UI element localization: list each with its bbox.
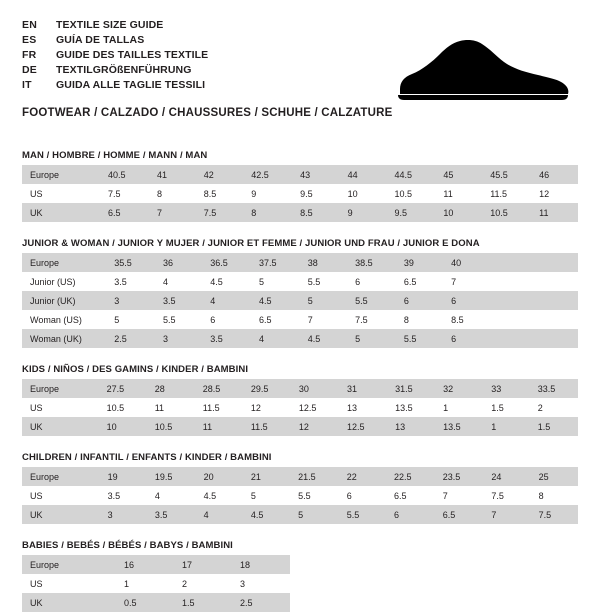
table-row [22, 272, 578, 291]
cell: 29.5 [243, 379, 291, 398]
cell: 4 [154, 490, 160, 501]
table-row [22, 310, 578, 329]
row-label: Europe [22, 253, 106, 272]
cell: 19 [100, 467, 147, 486]
cell: 8 [156, 188, 162, 199]
table-row [22, 574, 290, 593]
cell: 4 [162, 276, 168, 287]
table-row [22, 291, 578, 310]
row-label: UK [22, 417, 99, 436]
cell: 30 [291, 379, 339, 398]
cell: 0.5 [116, 593, 174, 612]
row-label: Europe [22, 165, 100, 184]
table-row [22, 253, 578, 272]
cell: 12 [250, 402, 261, 413]
row-label: UK [22, 593, 116, 612]
cell: 45 [435, 165, 482, 184]
cell: 21 [243, 467, 290, 486]
cell: 38.5 [347, 253, 396, 272]
cell: 10.5 [106, 402, 125, 413]
language-list [22, 18, 208, 93]
cell: 9 [251, 188, 257, 199]
cell: 5 [250, 490, 256, 501]
cell: 6 [396, 291, 443, 310]
cell: 32 [435, 379, 483, 398]
cell: 5.5 [162, 314, 176, 325]
cell: 9.5 [300, 188, 313, 199]
cell: 43 [292, 165, 340, 184]
cell: 7 [307, 314, 313, 325]
table-row [22, 165, 578, 184]
size-table [22, 165, 578, 222]
cell: 4 [251, 329, 300, 348]
row-label: UK [22, 505, 100, 524]
cell: 31.5 [387, 379, 435, 398]
cell: 41 [149, 165, 196, 184]
group-junior-woman [22, 238, 578, 348]
cell: 10 [435, 203, 482, 222]
group-title: KIDS / NIÑOS / DES GAMINS / KINDER / BAMBINI [22, 364, 249, 375]
cell: 42 [196, 165, 244, 184]
cell: 6.5 [394, 490, 407, 501]
cell: 3.5 [147, 505, 196, 524]
cell: 33.5 [530, 379, 578, 398]
cell: 4.5 [300, 329, 347, 348]
cell: 31 [339, 379, 387, 398]
row-label: Woman (US) [30, 314, 82, 325]
cell: 3 [155, 329, 202, 348]
cell: 16 [116, 555, 174, 574]
row-label: US [30, 578, 43, 589]
cell: 5 [300, 291, 347, 310]
size-table [22, 379, 578, 436]
cell: 20 [196, 467, 243, 486]
cell: 3 [100, 505, 147, 524]
cell: 37.5 [251, 253, 300, 272]
cell: 2.5 [232, 593, 290, 612]
row-label: Europe [22, 379, 99, 398]
cell: 5 [347, 329, 396, 348]
cell: 6.5 [100, 203, 149, 222]
cell: 12.5 [339, 417, 387, 436]
table-row [22, 555, 290, 574]
cell: 40.5 [100, 165, 149, 184]
cell: 6 [386, 505, 435, 524]
cell: 42.5 [243, 165, 292, 184]
cell: 3.5 [107, 490, 121, 501]
cell: 4.5 [203, 490, 217, 501]
cell: 5.5 [298, 490, 311, 501]
cell: 7 [483, 505, 530, 524]
cell: 10.5 [147, 417, 195, 436]
cell: 8.5 [451, 314, 464, 325]
cell: 19.5 [147, 467, 196, 486]
cell: 28.5 [195, 379, 243, 398]
cell: 10.5 [394, 188, 413, 199]
cell: 8 [403, 314, 409, 325]
table-row [22, 417, 578, 436]
language-code: DE [22, 63, 37, 76]
cell: 5.5 [307, 276, 321, 287]
cell: 10 [347, 188, 358, 199]
cell: 11 [195, 417, 243, 436]
cell: 36.5 [202, 253, 251, 272]
group-man [22, 150, 578, 222]
language-row [22, 63, 208, 78]
cell: 11.5 [202, 402, 220, 413]
row-label: Woman (UK) [22, 329, 106, 348]
cell: 5 [259, 276, 265, 287]
cell: 18 [232, 555, 290, 574]
table-row [22, 203, 578, 222]
group-title: JUNIOR & WOMAN / JUNIOR Y MUJER / JUNIOR ET FEMME / JUNIOR UND FRAU / JUNIOR E DONA [22, 238, 480, 249]
cell: 11 [154, 402, 165, 413]
row-label: US [30, 402, 43, 413]
cell: 6 [346, 490, 352, 501]
language-code: EN [22, 19, 37, 31]
language-code: FR [22, 48, 37, 61]
cell: 7 [149, 203, 196, 222]
table-row [22, 329, 578, 348]
cell: 6.5 [403, 276, 417, 287]
row-label: US [30, 490, 43, 501]
cell: 6 [443, 291, 490, 310]
language-code: IT [22, 78, 32, 91]
row-label: UK [22, 203, 100, 222]
size-table [22, 467, 578, 524]
cell: 36 [155, 253, 202, 272]
cell: 40 [443, 253, 490, 272]
header [22, 18, 578, 118]
size-table [22, 555, 290, 612]
cell: 10.5 [482, 203, 531, 222]
table-row [22, 593, 290, 612]
row-label: Europe [22, 555, 116, 574]
cell: 8.5 [292, 203, 340, 222]
cell: 6 [443, 329, 490, 348]
language-row [22, 33, 208, 48]
cell: 6.5 [435, 505, 484, 524]
cell: 1.5 [174, 593, 232, 612]
cell: 3 [106, 291, 155, 310]
language-title: TEXTILE SIZE GUIDE [56, 19, 164, 31]
cell: 5.5 [347, 291, 396, 310]
cell: 11.5 [243, 417, 291, 436]
cell: 17 [174, 555, 232, 574]
table-row [22, 398, 578, 417]
cell: 7.5 [531, 505, 578, 524]
cell: 38 [300, 253, 347, 272]
cell: 8.5 [203, 188, 217, 199]
cell: 4 [202, 291, 251, 310]
cell: 44.5 [386, 165, 435, 184]
row-label: Europe [22, 467, 100, 486]
table-row [22, 486, 578, 505]
cell: 4.5 [210, 276, 223, 287]
cell: 6.5 [259, 314, 272, 325]
cell: 7.5 [196, 203, 244, 222]
cell: 3.5 [155, 291, 202, 310]
group-title: MAN / HOMBRE / HOMME / MANN / MAN [22, 150, 208, 161]
cell: 11.5 [490, 188, 508, 199]
cell: 35.5 [106, 253, 155, 272]
cell: 24 [483, 467, 530, 486]
cell: 12.5 [298, 402, 317, 413]
size-table [22, 253, 578, 348]
cell: 4.5 [251, 291, 300, 310]
cell: 6 [210, 314, 216, 325]
table-row [22, 467, 578, 486]
cell: 10 [99, 417, 147, 436]
group-title: BABIES / BEBÉS / BÉBÉS / BABYS / BAMBINI [22, 540, 233, 551]
group-children [22, 452, 578, 524]
row-label: Junior (UK) [22, 291, 106, 310]
cell: 33 [483, 379, 530, 398]
cell: 4 [196, 505, 243, 524]
cell: 44 [340, 165, 387, 184]
cell: 1.5 [491, 402, 504, 413]
group-kids [22, 364, 578, 436]
language-code: ES [22, 33, 37, 46]
cell: 3 [240, 578, 246, 589]
cell: 39 [396, 253, 443, 272]
language-title: GUÍA DE TALLAS [56, 33, 145, 46]
cell: 3.5 [114, 276, 127, 287]
language-title: GUIDA ALLE TAGLIE TESSILI [56, 78, 206, 91]
cell: 23.5 [435, 467, 484, 486]
group-title: CHILDREN / INFANTIL / ENFANTS / KINDER / BAMBINI [22, 452, 272, 463]
cell: 1 [443, 402, 449, 413]
cell: 5 [114, 314, 120, 325]
cell: 1 [124, 578, 130, 589]
cell: 3.5 [202, 329, 251, 348]
cell: 2.5 [106, 329, 155, 348]
page-title: FOOTWEAR / CALZADO / CHAUSSURES / SCHUHE / CALZATURE [22, 106, 393, 119]
cell: 2 [182, 578, 188, 589]
cell: 7 [442, 490, 448, 501]
table-row [22, 379, 578, 398]
cell: 5.5 [339, 505, 386, 524]
cell: 25 [531, 467, 578, 486]
cell: 1 [483, 417, 530, 436]
language-row [22, 18, 208, 33]
cell: 7 [451, 276, 457, 287]
cell: 8 [243, 203, 292, 222]
language-title: GUIDE DES TAILLES TEXTILE [56, 48, 209, 61]
dress-shoe-icon [392, 32, 572, 104]
cell: 13 [347, 402, 358, 413]
cell: 5.5 [396, 329, 443, 348]
cell: 22.5 [386, 467, 435, 486]
cell: 2 [537, 402, 543, 413]
cell: 21.5 [290, 467, 339, 486]
cell: 27.5 [99, 379, 147, 398]
cell: 11 [443, 188, 453, 199]
cell: 12 [539, 188, 550, 199]
table-row [22, 505, 578, 524]
language-title: TEXTILGRÖßENFÜHRUNG [56, 63, 192, 76]
cell: 28 [147, 379, 195, 398]
group-babies [22, 540, 578, 612]
cell: 7.5 [491, 490, 504, 501]
cell: 13.5 [435, 417, 483, 436]
cell: 11 [531, 203, 578, 222]
cell: 22 [339, 467, 386, 486]
cell: 4.5 [243, 505, 290, 524]
cell: 7.5 [108, 188, 121, 199]
cell: 6 [355, 276, 361, 287]
cell: 45.5 [482, 165, 531, 184]
cell: 5 [290, 505, 339, 524]
cell: 13.5 [395, 402, 413, 413]
row-label: Junior (US) [30, 276, 76, 287]
cell: 1.5 [530, 417, 578, 436]
language-row [22, 78, 208, 93]
cell: 13 [387, 417, 435, 436]
language-row [22, 48, 208, 63]
cell: 7.5 [355, 314, 368, 325]
row-label: US [30, 188, 43, 199]
cell: 12 [291, 417, 339, 436]
cell: 9 [340, 203, 387, 222]
table-row [22, 184, 578, 203]
cell: 46 [531, 165, 578, 184]
cell: 9.5 [386, 203, 435, 222]
cell: 8 [538, 490, 544, 501]
